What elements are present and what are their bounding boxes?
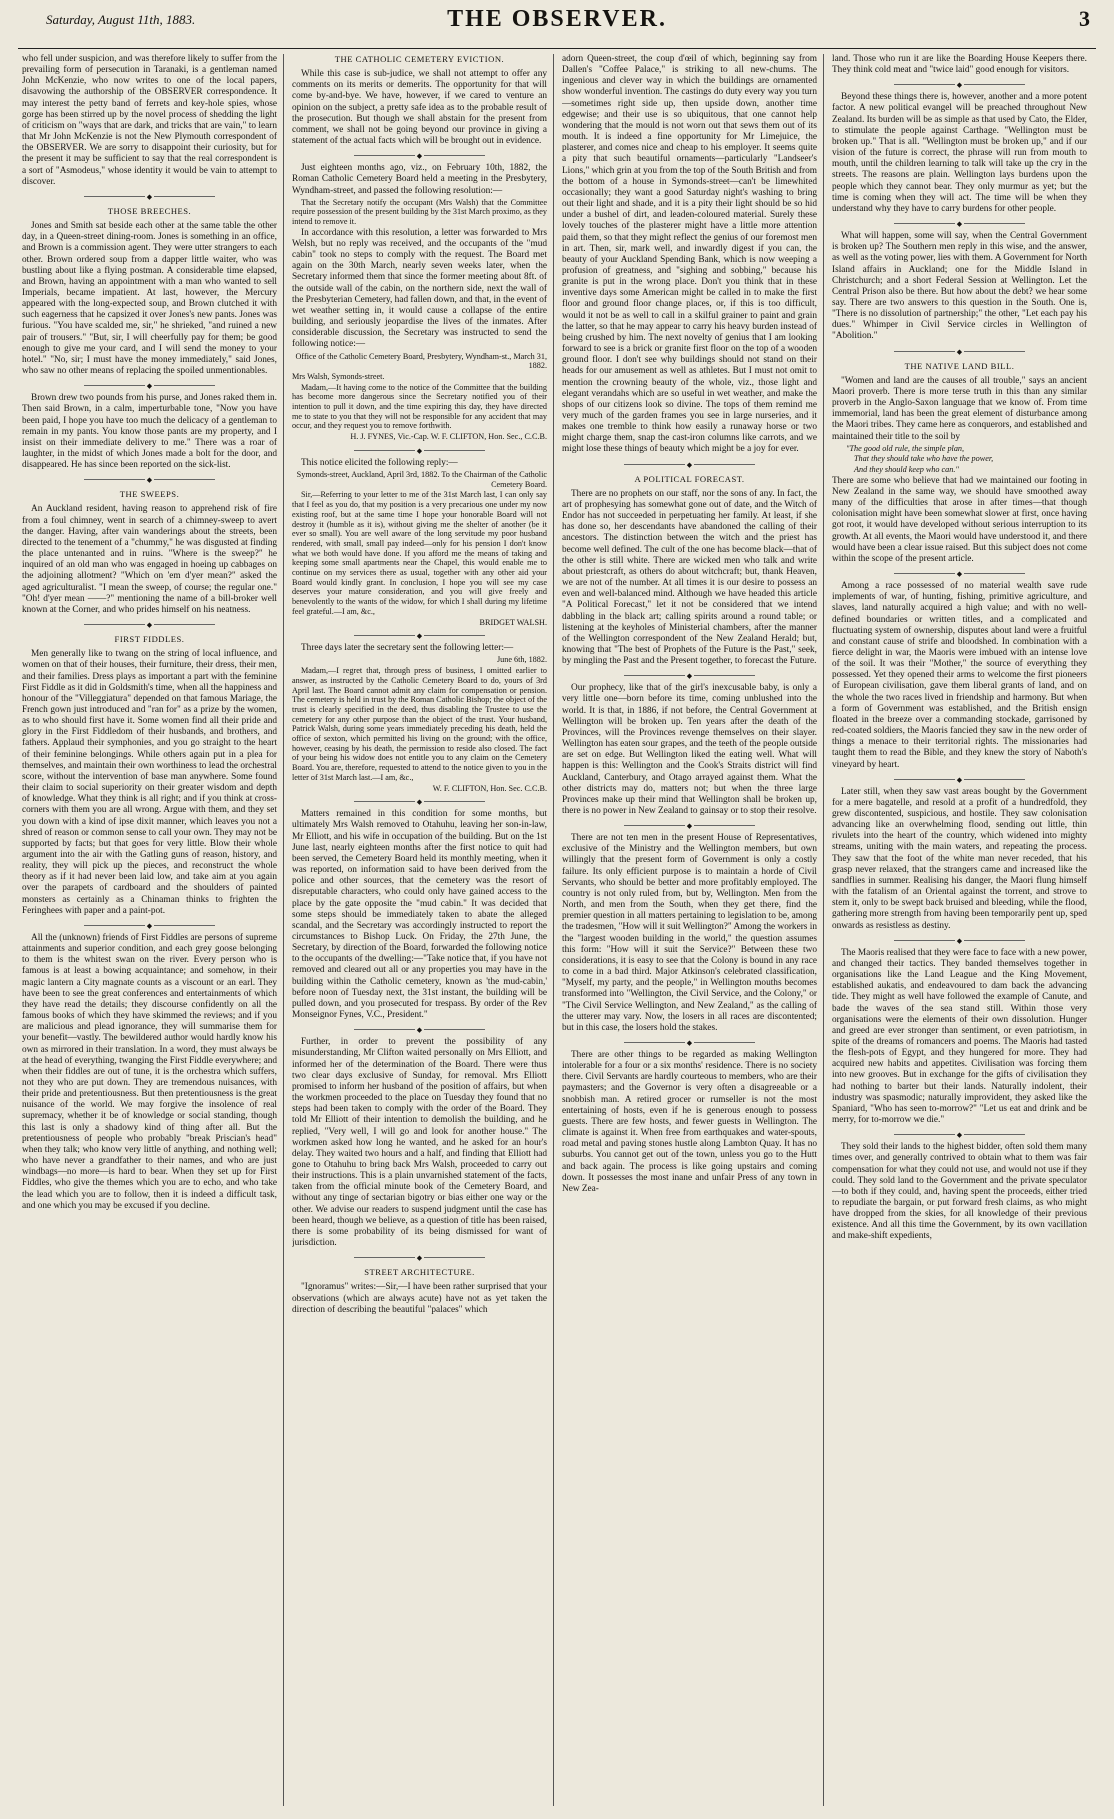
paragraph: All the (unknown) friends of First Fiddles are persons of supreme attainments and superior condition, and each grey goose belonging to them is the whitest swan on the river. Every person who is famous is at least a bowing acquaintance; and somehow, in their magic lantern a City magnate counts as a viscount or an earl. They have been to see the great conferences and entertainments of which they have read the details; they discourse confidently on all the famous books of which they have skimmed the reviews; and if you are malicious and plead ignorance, they will summarise them for your benefit—vastly. The bewildered author would hardly know his own as mirrored in their translation. In a word, they must always be at the head of everything, twanging the First Fiddle everywhere; and when their fiddles are out of tune, it is the orchestra which suffers, not they who are put down. They are tremendous nuisances, with their pride and pretentiousness. But then pretentiousness is the great nuisance of the world. We may forgive the insolence of real supremacy, whether it be of knowledge or social standing, though this last is only a shadowy kind of thing after all. But the pretentiousness of people who probably "break Priscian's head" when they talk; who know very little of anything, and nothing well; who have never a grandfather to their names, and who are just windbags—no more—is hard to bear. When they set up for First Fiddles, who give the themes which you are to echo, and who take the lead which you are to follow, then it is indeed a difficult task, and one which you may be excused if you decline. xyxy=(22,932,277,1211)
section-divider: ◆ xyxy=(292,446,547,454)
section-divider: ◆ xyxy=(562,671,817,679)
section-divider: ◆ xyxy=(292,1253,547,1261)
section-divider: ◆ xyxy=(562,460,817,468)
section-divider: ◆ xyxy=(22,192,277,200)
section-heading-land-bill: THE NATIVE LAND BILL. xyxy=(904,360,1015,371)
section-divider: ◆ xyxy=(832,1130,1087,1138)
paragraph: Among a race possessed of no material wealth save rude implements of war, of hunting, fishing, primitive agriculture, and slaves, land naturally acquired a high value; and with no well-defined boundaries or written titles, and a complicated and fluctuating system of ownership, disputes about land were a fruitful and constant cause of strife and bloodshed. In combination with a fierce delight in war, the Maoris were imbued with an intense love of the soil. It was their "Mother," the source of everything they possessed. Yet they opened their arms to welcome the first pioneers of European civilisation, gave them liberal grants of land, and on the whole the two races lived in friendship and harmony. But when a form of Government was established, and the British ensign floated in the breeze over a commanding stockade, garrisoned by red-coated soldiers, the Maoris fancied they saw in the new order of things a menace to their territorial rights. The missionaries had taught them to read the Bible, and they knew the story of Naboth's vineyard by heart. xyxy=(832,581,1087,770)
section-heading-fiddles: FIRST FIDDLES. xyxy=(114,634,185,645)
letter-addressee: Mrs Walsh, Symonds-street. xyxy=(292,371,385,381)
section-divider: ◆ xyxy=(562,1038,817,1046)
section-divider: ◆ xyxy=(832,936,1087,944)
letter-signature: H. J. FYNES, Vic.-Cap. W. F. CLIFTON, Hon. Sec., C.C.B. xyxy=(350,432,547,442)
section-divider: ◆ xyxy=(832,80,1087,88)
section-divider: ◆ xyxy=(22,475,277,483)
paragraph: An Auckland resident, having reason to apprehend risk of fire from a foul chimney, went in search of a chimney-sweep to avert the danger. Having, after vain wanderings about the streets, been directed to the tenement of a "chummy," he was disgusted at finding the place untenanted and in ruins. "Where is the sweep?" he inquired of an old man who was engaged in hoeing up cabbages on the adjoining allotment? "Which on 'em d'yer mean?" asked the aged agriculturalist. "I mean the sweep, of course; the regular one." "Oh! d'yer mean ——?" mentioning the name of a bill-broker well known at the Corner, and who prides himself on his neatness. xyxy=(22,504,277,615)
verse-line: "The good old rule, the simple plan, xyxy=(846,443,965,453)
paragraph: Beyond these things there is, however, another and a more potent factor. A new political evangel will be preached throughout New Zealand. Its burden will be as simple as that used by Cato, the Elder, to stimulate the people against Carthage. "Wellington must be broken up." That is all. "Wellington must be broken up," and if our vision of the future is correct, the phrase will run from mouth to mouth, until the children learning to talk will take up the cry in the streets. The reasons are plain. Wellington lays burdens upon the people which they cannot bear. They only murmur as yet; but the time is coming when they will act. The time will be when they understand why they have to carry burdens for other people. xyxy=(832,92,1087,214)
section-divider: ◆ xyxy=(292,151,547,159)
paragraph: There are other things to be regarded as making Wellington intolerable for a four or a six months' residence. There is no society there. Civil Servants are hardly courteous to members, who are their paymasters; and the Governor is very often a disagreeable or a snobbish man. A retired grocer or rumseller is not the most entertaining of hosts, even if he is generous enough to possess guests. There are few hosts, and fewer guests in Wellington. The climate is against it. When free from earthquakes and water-spouts, road metal and paving stones hustle along Lambton Quay. It has no suburbs. You cannot get out of the town, unless you go to the Hutt and back again. The process is like going upstairs and coming down. It possesses the most inane and unfair Press of any town in New Zea- xyxy=(562,1049,817,1194)
paragraph: The Maoris realised that they were face to face with a new power, and changed their tactics. They banded themselves together in organisations like the Land League and the King Movement, established aukatis, and endeavoured to dam back the advancing tide. They might as well have followed the example of Canute, and bade the waves of the sea stand still. Within those very organisations were the elements of their own dissolution. Hunger and greed are ever stronger than sentiment, or even patriotism, in spite of the dreams of romancers and poems. The Maoris had tasted the flesh-pots of Egypt, and they hungered for more. They had acquired new habits and appetites. Civilisation was forcing them into new grooves. But in exchange for the gifts of civilisation they had nothing to barter but their lands. Naturally indolent, their industry was spasmodic; naturally improvident, they asked like the Spaniard, "Who has seen to-morrow?" "Let us eat and drink and be merry, for to-morrow we die." xyxy=(832,947,1087,1126)
verse-line: And they should keep who can." xyxy=(854,465,959,475)
section-divider: ◆ xyxy=(832,775,1087,783)
verse-line: That they should take who have the power, xyxy=(854,454,994,464)
letter-signature: W. F. CLIFTON, Hon. Sec. C.C.B. xyxy=(432,783,547,793)
column-4 xyxy=(832,54,1087,1806)
paragraph: Further, in order to prevent the possibility of any misunderstanding, Mr Clifton waited personally on Mrs Elliott, and informed her of the determination of the Board. There were thus two clear days exclusive of Sunday, for removal. Mrs Elliott promised to inform her husband of the position of affairs, but when the workmen proceeded to the place on Tuesday they found that no steps had been taken to comply with the order of the Board. They told Mr Elliott of their intention to demolish the building, and he replied, "Very well, I will go and look for another house." The workmen asked how long he wanted, and he asked for an hour's delay. They waited two hours and a half, and finding that Elliott had gone to Otahuhu to bring back Mrs Walsh, proceeded to carry out their instructions. This is a plain unvarnished statement of the facts, taken from the official minute book of the Cemetery Board, and without any tinge of sectarian bigotry or bias either one way or the other. We advise our readers to suspend judgment until the case has been heard, though we believe, as a question of title has been raised, there is some probability of its being dismissed for want of jurisdiction. xyxy=(292,1037,547,1249)
column-rule xyxy=(283,54,284,1806)
section-divider: ◆ xyxy=(292,631,547,639)
section-heading-street: STREET ARCHITECTURE. xyxy=(364,1267,475,1278)
newspaper-title: THE OBSERVER. xyxy=(447,6,667,32)
paragraph: adorn Queen-street, the coup d'œil of which, beginning say from Dallen's "Coffee Palace," is striking to all new-chums. The ingenious and clever way in which the buildings are ornamented show wonderful invention. The castings do duty every way you turn—sometimes right side up, then upside down, another time edgewise; and their use is so ubiquitous, that one cannot help wondering that the mould is not worn out that sews them out of its mouth. It is indeed a fine opportunity for Mr Limejuice, the plasterer, and comes nice and cheap to his employer. It seems quite a pity that such beautiful ornaments—particularly "Landseer's Lions," which grin at you from the top of the South British and from the bottom of a house in Symonds-street—can't be limewhited occasionally; they want a good Saturday night's washing to bring out their light and shade, and it is a pity their light should be so hid under a bushel of dirt, and leaden-coloured material. Surely these lovely touches of the plasterer might have a little more attention paid them, so that they might reflect the genius of our foremost men in art. Then, sir, mark well, and inwardly digest if you can, the beauty of your Auckland Spending Bank, which is now weeping a profusion of greatness, and "sighing and sobbing," because his granite is put in the wrong place. Don't you think that in these inventive days some American might be called in to make the first floor and ground floor change places, or, if this is too difficult, would it not be as well to call in a skilful grainer to paint and grain the latter, so that he may appear to carry his heavy burden instead of being crushed by him. The next novelty of genius that I am looking forward to see is a brick or granite first floor on the top of a wooden ground floor. I don't see why buildings should not stand on their heads for our amusement as well as athletes. But I must not omit to mention the crowning beauty of the whole, viz., those light and elegant verandahs which are so useful in wet weather, and make the shops of our citizens look so divine. The tops of them remind me very much of the garden frames you see in large nurseries, and it makes one tremble to think how easily a runaway horse or two might charge them, snap the cast-iron columns like carrots, and we might lose these things of beauty which might be a joy for ever. xyxy=(562,54,817,455)
section-divider: ◆ xyxy=(292,797,547,805)
page-number: 3 xyxy=(1079,6,1090,31)
section-heading-forecast: A POLITICAL FORECAST. xyxy=(634,473,745,484)
paragraph: Three days later the secretary sent the following letter:— xyxy=(301,643,514,654)
paragraph: This notice elicited the following reply:— xyxy=(301,457,458,468)
column-rule xyxy=(553,54,554,1806)
section-divider: ◆ xyxy=(292,1025,547,1033)
column-1 xyxy=(22,54,277,1806)
column-2 xyxy=(292,54,547,1806)
letter-body: Sir,—Referring to your letter to me of the 31st March last, I can only say that I feel as you do, that my position is a very precarious one under my now existing roof, but at the same time I hope your honorable Board will not destroy it (humble as it is), without giving me the shelter of another (be it ever so small). You are well aware of the long servitude my poor husband rendered, with small, small pay indeed—only for his pension I don't know what we both would have done. If you afford me the means of taking and keeping some small apartments near the Chapel, this would enable me to continue on my services there as usual, together with any other aid your Board would kindly grant. In conclusion, I hope you will see my case deserves your mature consideration, and you will give freely and benevolently to the wants of the widow, for which I shall during my lifetime feel grateful.—I am, &c., xyxy=(292,490,547,616)
section-divider: ◆ xyxy=(832,569,1087,577)
paragraph: Jones and Smith sat beside each other at the same table the other day, in a Queen-street dining-room. Jones is something in an office, and Brown is a commission agent. They were utter strangers to each other. Brown ordered soup from a dapper little waiter, who was bustling about like a flying postman. A considerable time elapsed, and Brown, having an appointment with a man who wanted to sell Imperials, became impatient. At last, however, the Mercury appeared with the long-expected soup, and Brown clutched it with such eagerness that he capsized it over Jones's new pants. Jones was furious. "You have scalded me, sir," he shrieked, "and ruined a new pair of trousers." "But, sir, I will cheerfully pay for them; be good enough to give me your card, and I will send the money to your hotel." "No, sir; I must have the money immediately," said Jones, who saw no other means of replacing the spoiled unmentionables. xyxy=(22,221,277,377)
paragraph: Brown drew two pounds from his purse, and Jones raked them in. Then said Brown, in a calm, imperturbable tone, "Now you have been paid, I hope you have too much the delicacy of a gentleman to remain in my pants. You know those pants are my property, and I insist on their immediate delivery to me." There was a roar of laughter, in the midst of which Jones made a bolt for the door, and disappeared. He has since been reported on the sick-list. xyxy=(22,393,277,471)
masthead xyxy=(18,6,1096,46)
paragraph: land. Those who run it are like the Boarding House Keepers there. They think cold meat and "twice laid" good enough for visitors. xyxy=(832,54,1087,76)
section-heading-sweeps: THE SWEEPS. xyxy=(119,489,180,500)
paragraph: who fell under suspicion, and was therefore likely to suffer from the prevailing form of persecution in Taranaki, is a gentleman named John McKenzie, who now writes to one of the local papers, disavowing the authorship of the OBSERVER correspondence. It may interest the petty band of ferrets and key-hole spies, whose gorge has been stirred up by the novel process of shedding the light of criticism on "ways that are dark, and tricks that are vain," to learn that Mr John McKenzie is not the New Plymouth correspondent of the OBSERVER. We are sorry to disappoint their curiosity, but for the present it may be sufficient to say that the real correspondent is a sort of "Asmodeus," whose identity it would be vain to attempt to discover. xyxy=(22,54,277,187)
header-rule xyxy=(18,48,1096,49)
section-divider: ◆ xyxy=(22,620,277,628)
section-divider: ◆ xyxy=(22,381,277,389)
paragraph: Our prophecy, like that of the girl's inexcusable baby, is only a very little one—born before its time, coming unblushed into the world. It is that, in 1886, if not before, the Central Government at Wellington will be broken up. Ten years after the death of the Provinces, will the Provinces revenge themselves on their slayer. Wellington has eaten sour grapes, and the teeth of the people outside are set on edge. But Wellington liked the eating well. What will happen is this: Wellington and the Cook's Straits district will find Auckland, Canterbury, and Otago arrayed against them. What the other districts may do, matters not; but when the three large Provinces make up their mind that Wellington shall be broken up, there is no power in New Zealand to gainsay or to stop their resolve. xyxy=(562,683,817,816)
paragraph: "Women and land are the causes of all trouble," says an ancient Maori proverb. There is more terse truth in this than any similar proverb in the Anglo-Saxon language that we know of. From time immemorial, land has been the great element of disturbance among the Maori tribes. They came here as conquerors, and established and maintained their title to the soil by xyxy=(832,375,1087,442)
column-rule xyxy=(823,54,824,1806)
letter-heading: June 6th, 1882. xyxy=(496,655,547,665)
paragraph: Just eighteen months ago, viz., on February 10th, 1882, the Roman Catholic Cemetery Board held a meeting in the Presbytery, Wyndham-street, and passed the following resolution:— xyxy=(292,163,547,196)
section-divider: ◆ xyxy=(562,821,817,829)
letter-heading: Office of the Catholic Cemetery Board, Presbytery, Wyndham-st., March 31, 1882. xyxy=(295,351,547,371)
letter-body: Madam,—It having come to the notice of the Committee that the building has become more dangerous since the Secretary notified you of their intention to pull it down, and the time expiring this day, they have directed me to state to you that they will not be responsible for any accident that may occur, and they request you to remove forthwith. xyxy=(292,382,547,431)
section-heading-cemetery: THE CATHOLIC CEMETERY EVICTION. xyxy=(334,54,505,64)
paragraph: Matters remained in this condition for some months, but ultimately Mrs Walsh removed to Otahuhu, leaving her son-in-law, Mr Elliott, and his wife in occupation of the building. But on the 1st June last, nearly eighteen months after the first notice to quit had been served, the Cemetery Board held its monthly meeting, when it was reported, on information said to have been derived from the police and other sources, that the cemetery was the resort of disreputable characters, who could only have gained access to the place by the gate opposite the "mud cabin." It was decided that some steps should be immediately taken to abate the alleged scandal, and the Secretary was accordingly instructed to report the circumstances to Bishop Luck. On Friday, the 27th June, the Secretary, by direction of the Board, forwarded the following notice to the occupants of the dwelling:—"Take notice that, if you have not removed and cleared out all or any properties you may have in the building within the Catholic cemetery, known as 'the mud-cabin,' before noon of Tuesday next, the 31st instant, the building will be pulled down, and you prosecuted for trespass. By order of the Rev Monseignor Fynes, V.C., President." xyxy=(292,809,547,1021)
paragraph: There are not ten men in the present House of Representatives, exclusive of the Ministry and the Wellington members, but own willingly that the present form of Government is only a costly failure. Its only efficient purpose is to maintain a horde of Civil Servants, who should be better and more profitably employed. The country is not only ruled from, but by, Wellington. Men from the North, and men from the South, when they get there, find the premier question in all matters pertaining to legislation to be, among the tradesmen, "How will it suit Wellington?" Among the workers in the "largest wooden building in the world," the question assumes this form: "How will it suit the Service?" Between these two considerations, it is easy to see that the Colony is bound in any race to come in a bad third. Major Atkinson's celebrated classification, "Myself, my party, and the people," in Wellington mouths becomes transformed into "Wellington, the Civil Service, and the Colony," or "The Civil Service Wellington, and New Zealand," as the calling of the utterer may vary. Now, the losers in all races are discontented; but in this case, the losers hold the stakes. xyxy=(562,833,817,1033)
quoted-resolution: That the Secretary notify the occupant (Mrs Walsh) that the Committee require possession of the present building by the 31st March proximo, as they intend to remove it. xyxy=(292,197,547,227)
column-3 xyxy=(562,54,817,1806)
section-divider: ◆ xyxy=(832,219,1087,227)
paragraph: "Ignoramus" writes:—Sir,—I have been rather surprised that your observations (which are always acute) have not as yet taken the direction of describing the beautiful "palaces" which xyxy=(292,1282,547,1315)
paragraph: There are some who believe that had we maintained our footing in New Zealand in the same way, we should have smoothed away many of the difficulties that arose in after times—that though colonisation might have been somewhat slower at first, once having got root, it would have developed without serious interruption to its growth. At all events, the Maori would have understood it, and there would have been a clear issue raised. But this subject does not come within the scope of the present article. xyxy=(832,475,1087,564)
paragraph: They sold their lands to the highest bidder, often sold them many times over, and generally contrived to obtain what to them was fair compensation for what they could not use, and would not use if they could. They sold land to the Government and the private speculator—to both if they could, and, having spent the proceeds, either tried to repudiate the bargain, or put forward fresh claims, as who might have dropped from the skies, for all knowledge of their previous existence. And all this time the Government, by its own vacillation and make-shift expedients, xyxy=(832,1142,1087,1242)
paragraph: There are no prophets on our staff, nor the sons of any. In fact, the art of prophesying has somewhat gone out of date, and the Witch of Endor has not succeeded in perpetuating her family. At least, if she has done so, her descendants have abandoned the calling of their ancestors. The distinction between the witch and the priest has become well defined. The cult of the one has become black—that of the other is still white. There are wicked men who talk and write about priestcraft, as others do about witchcraft; but, thank Heaven, we are not of the number. At all times it is our desire to possess an even and well-balanced mind. Although we have headed this article "A Political Forecast," let it not be considered that we intend dabbling in the black art; calling spirits around a round table; or listening at the keyholes of Ministerial chambers, after the manner of the Wellington correspondent of the New Zealand Herald; but, knowing that "The best of Prophets of the Future is the Past," seek, by mingling the Past and the Present together, to forecast the Future. xyxy=(562,488,817,667)
paragraph: In accordance with this resolution, a letter was forwarded to Mrs Welsh, but no reply was received, and the occupants of the "mud cabin" took no steps to comply with the request. The Board met again on the 30th March, nearly seven weeks later, when the Secretary informed them that since the former meeting about 8ft. of the outside wall of the cabin, on the northern side, next the wall of the Presbyterian Cemetery, had fallen down, and that, in the event of wet weather setting in, it would cause a collapse of the entire building, and seriously jeopardise the lives of the inmates. After considerable discussion, the Secretary was instructed to send the following notice:— xyxy=(292,227,547,350)
section-divider: ◆ xyxy=(22,921,277,929)
paragraph: Later still, when they saw vast areas bought by the Government for a mere bagatelle, and resold at a profit of a hundredfold, they grew discontented, suspicious, and hostile. They saw colonisation advancing like an overwhelming flood, sending out little, thin rivulets into the heart of the country, which widened into mighty streams, uniting with the main waters, and repeating the process. They saw that the foot of the white man never receded, that his grasp never relaxed, that the strangers came and increased like the sandflies in summer. Realising his danger, the Maori flung himself with the fatalism of an Oriental against the torrent, and strove to stem it, only to be swept back bruised and bleeding, while the flood, gathering more strength from having been temporarily pent up, sped onwards as resistless as destiny. xyxy=(832,786,1087,931)
paragraph: Men generally like to twang on the string of local influence, and women on that of their houses, their furniture, their dress, their men, and their families. Dress plays as important a part with the feminine First Fiddle as it did in Goldsmith's time, when all the happiness and honour of the "Villeggiatura" depended on that famous Mariage, the French gown just introduced and "ran for" as a prize by the women, as to who should first have it. Some women find all their pride and glory in the First Fiddledom of their husbands, and brothers, and fathers. Applaud their symphonies, and you go straight to the heart of their feminine belongings. While others again put in a plea for themselves, and maintain their own worthiness to lead the orchestral score, without the intervention of base man anywhere. Some found their claim to social superiority on their greater wisdom and depth of knowledge. What they think is all right; and if you think at cross-corners with them you are all wrong. Argue with them, and they set you down with a kind of ipse dixit manner, which leaves you not a shred of reason or common sense to call your own. They may not be supported by facts; but that goes for very little. Blow their whole argument into the air with the Gatling guns of reason, history, and reality, they will pick up the pieces, and reconstruct the whole theory as if it had never been laid low, and take aim at you again over the parapets of cardboard and the shoulders of painted monsters as certainly as a Chinaman thinks to frighten the Feringhees with paper and a paint-pot. xyxy=(22,649,277,916)
paragraph: What will happen, some will say, when the Central Government is broken up? The Southern men reply in this wise, and the answer, as well as the voting power, lies with them. A Government for North Island affairs in Auckland; one for the Middle Island in Christchurch; and a short Federal Session at Wellington. Let the Central Prison also be there. But how about the debt? we hear some say. There are two answers to this question in the South. One is, "There is no dissolution of partnership;" the other, "Let each pay his dues." Whimper in Civil Service circles in Wellington of "Abolition." xyxy=(832,231,1087,342)
section-heading-breeches: THOSE BREECHES. xyxy=(107,205,192,216)
paragraph: While this case is sub-judice, we shall not attempt to offer any comments on its merits or demerits. The opportunity for that will come by-and-bye. We have, however, if we cared to venture an opinion on the subject, a pretty safe idea as to the probable result of the prosecution. But though we shall abstain for the present from comment, we shall not be going beyond our province in giving a statement of the actual facts which will be brought out in evidence. xyxy=(292,69,547,147)
letter-body: Madam,—I regret that, through press of business, I omitted earlier to answer, as instructed by the Catholic Cemetery Board to do, yours of 3rd April last. The Board cannot admit any claim for compensation or pension. The cemetery is held in trust by the Roman Catholic Bishop; the object of the trust is clearly specified in the deed, thus disabling the Trustee to use the cemetery for any other purpose than the object of the trust. Your husband, Patrick Walsh, during some years immediately preceding his death, held the office of sexton, which permitted his living on the ground; with the office, however, ceasing by his death, the permission to reside also closed. The fact of your being his widow does not entitle you to any claim on the Cemetery Board. You are, therefore, requested to attend to the notice given to you in the letter of 31st March last.—I am, &c., xyxy=(292,666,547,782)
letter-heading: Symonds-street, Auckland, April 3rd, 1882. To the Chairman of the Catholic Cemetery Board. xyxy=(296,470,547,489)
section-divider: ◆ xyxy=(832,347,1087,355)
issue-date: Saturday, August 11th, 1883. xyxy=(46,12,196,27)
letter-signature: BRIDGET WALSH. xyxy=(479,617,547,627)
